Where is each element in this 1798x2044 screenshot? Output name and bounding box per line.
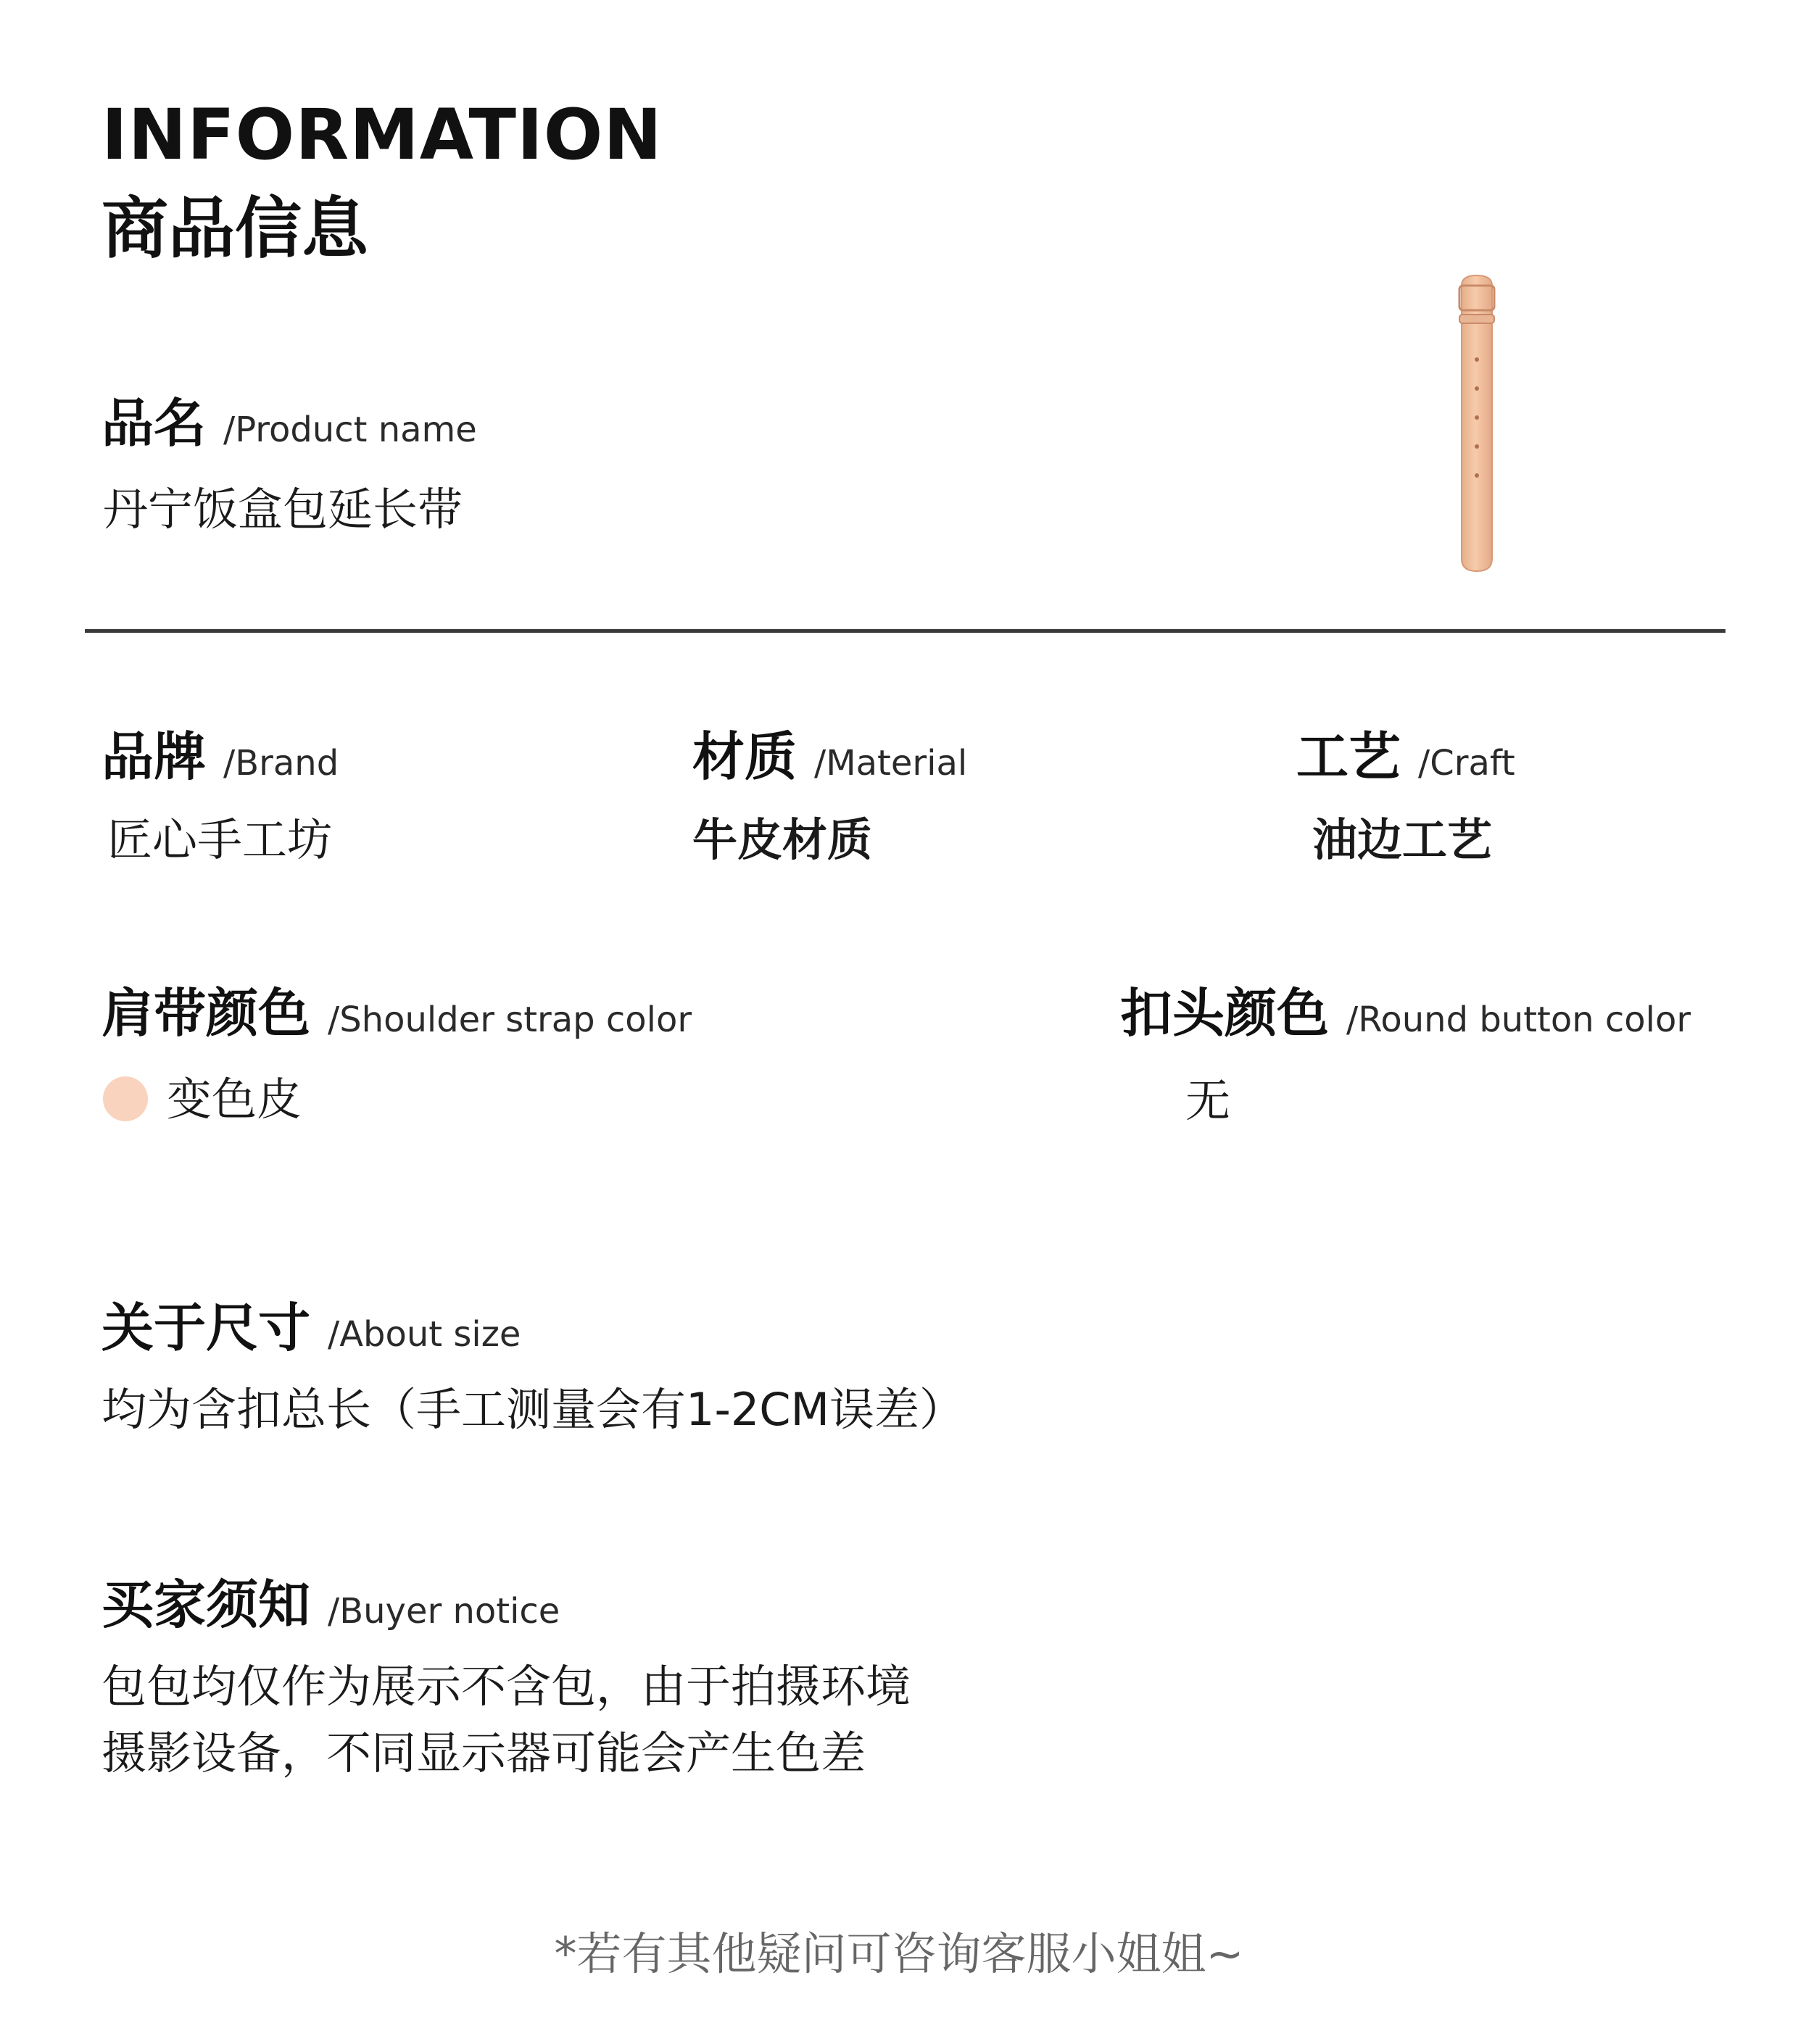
notice-label: [102, 1574, 560, 1635]
section-divider: [85, 629, 1726, 633]
product-name-label-en: /Product name: [223, 410, 477, 450]
brand-label: [102, 726, 339, 787]
craft-label: [1296, 726, 1515, 787]
size-label-cn: 关于尺寸: [102, 1297, 311, 1358]
size-value: 均为含扣总长（手工测量会有1-2CM误差）: [102, 1383, 965, 1436]
page-title-cn: 商品信息: [102, 190, 369, 267]
page-title-en: INFORMATION: [102, 94, 663, 175]
product-name-value: 丹宁饭盒包延长带: [103, 483, 463, 536]
strap-color-swatch: [103, 1076, 148, 1121]
notice-line-2: 摄影设备，不同显示器可能会产生色差: [102, 1727, 866, 1779]
material-label-en: /Material: [814, 743, 968, 784]
footer-note: *若有其他疑问可咨询客服小姐姐~: [554, 1927, 1244, 1980]
notice-label-cn: 买家须知: [102, 1574, 311, 1635]
material-label: [692, 726, 968, 787]
button-color-label-cn: 扣头颜色: [1120, 983, 1330, 1044]
button-color-label: [1120, 983, 1691, 1044]
craft-value: 油边工艺: [1312, 813, 1493, 866]
brand-value: 匠心手工坊: [107, 813, 333, 866]
strap-color-label: [102, 983, 692, 1044]
notice-line-1: 包包均仅作为展示不含包，由于拍摄环境: [102, 1660, 911, 1713]
material-label-cn: 材质: [692, 726, 798, 787]
notice-label-en: /Buyer notice: [328, 1591, 560, 1632]
button-color-label-en: /Round button color: [1346, 1000, 1691, 1040]
craft-label-en: /Craft: [1418, 743, 1515, 784]
product-name-label-cn: 品名: [102, 393, 207, 454]
brand-label-cn: 品牌: [102, 726, 207, 787]
material-value: 牛皮材质: [692, 813, 873, 866]
strap-color-value: 变色皮: [167, 1073, 302, 1126]
craft-label-cn: 工艺: [1296, 726, 1401, 787]
product-name-label: [102, 393, 477, 454]
strap-color-label-en: /Shoulder strap color: [328, 1000, 692, 1040]
strap-color-label-cn: 肩带颜色: [102, 983, 311, 1044]
size-label-en: /About size: [328, 1314, 521, 1355]
button-color-value: 无: [1185, 1074, 1231, 1127]
brand-label-en: /Brand: [223, 743, 339, 784]
size-label: [102, 1297, 521, 1358]
leather-strap-image: [1457, 273, 1496, 573]
